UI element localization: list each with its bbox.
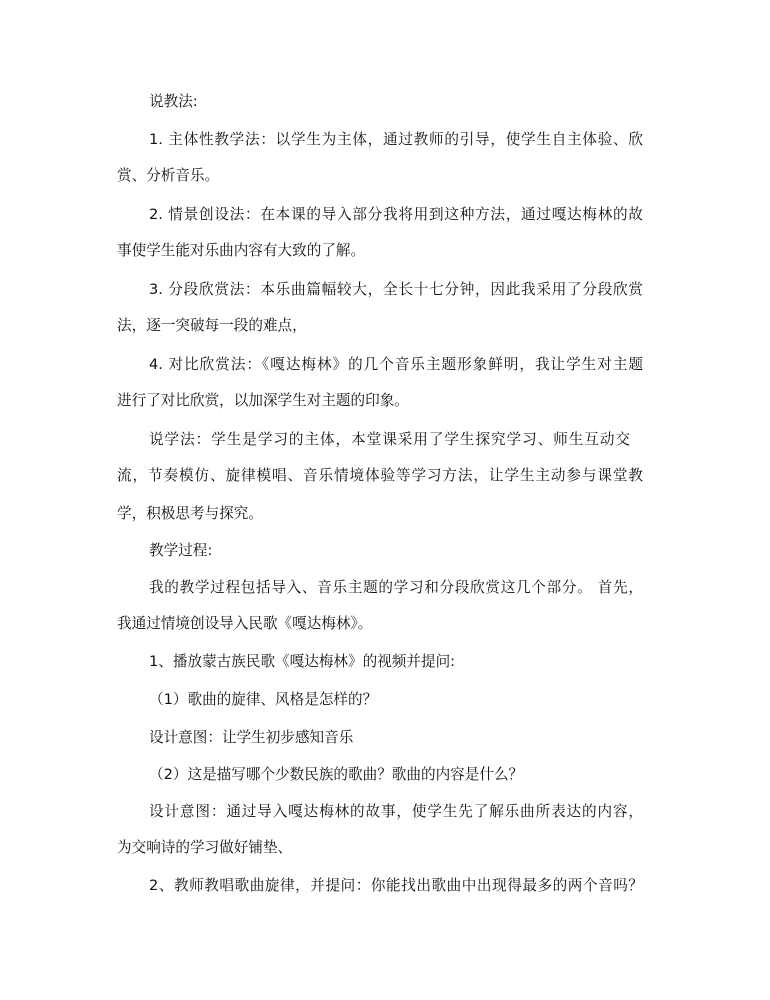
paragraph-line: 进行了对比欣赏，以加深学生对主题的印象。: [117, 392, 409, 409]
paragraph-line: 2. 情景创设法：在本课的导入部分我将用到这种方法，通过嘎达梅林的故: [149, 206, 643, 223]
paragraph-line: 事使学生能对乐曲内容有大致的了解。: [117, 242, 366, 259]
paragraph-line: 说学法：学生是学习的主体，本堂课采用了学生探究学习、师生互动交: [149, 431, 630, 448]
paragraph-line: （2）这是描写哪个少数民族的歌曲？歌曲的内容是什么？: [149, 766, 524, 783]
paragraph-line: 2、教师教唱歌曲旋律，并提问：你能找出歌曲中出现得最多的两个音吗？: [149, 877, 643, 894]
paragraph-line: 我通过情境创设导入民歌《嘎达梅林》。: [117, 615, 373, 632]
paragraph-line: 1. 主体性教学法：以学生为主体，通过教师的引导，使学生自主体验、欣: [149, 131, 643, 148]
paragraph-line: 1、播放蒙古族民歌《嘎达梅林》的视频并提问:: [149, 653, 456, 670]
heading-teaching-method: 说教法:: [149, 93, 198, 110]
paragraph-line: 为交响诗的学习做好铺垫、: [117, 839, 293, 856]
heading-teaching-process: 教学过程:: [149, 542, 213, 559]
paragraph-line: 设计意图：通过导入嘎达梅林的故事，使学生先了解乐曲所表达的内容，: [149, 803, 643, 820]
paragraph-line: 法，逐一突破每一段的难点，: [117, 317, 307, 334]
paragraph-line: 我的教学过程包括导入、音乐主题的学习和分段欣赏这几个部分。 首先，: [149, 579, 643, 596]
paragraph-line: 学，积极思考与探究。: [117, 505, 263, 522]
paragraph-line: 设计意图：让学生初步感知音乐: [149, 729, 354, 746]
paragraph-line: （1）歌曲的旋律、风格是怎样的？: [149, 691, 378, 708]
paragraph-line: 4. 对比欣赏法：《嘎达梅林》的几个音乐主题形象鲜明，我让学生对主题: [149, 356, 643, 373]
paragraph-line: 3. 分段欣赏法：本乐曲篇幅较大，全长十七分钟，因此我采用了分段欣赏: [149, 281, 643, 298]
paragraph-line: 流，节奏模仿、旋律模唱、音乐情境体验等学习方法，让学生主动参与课堂教: [117, 467, 643, 484]
paragraph-line: 赏、分析音乐。: [117, 167, 220, 184]
